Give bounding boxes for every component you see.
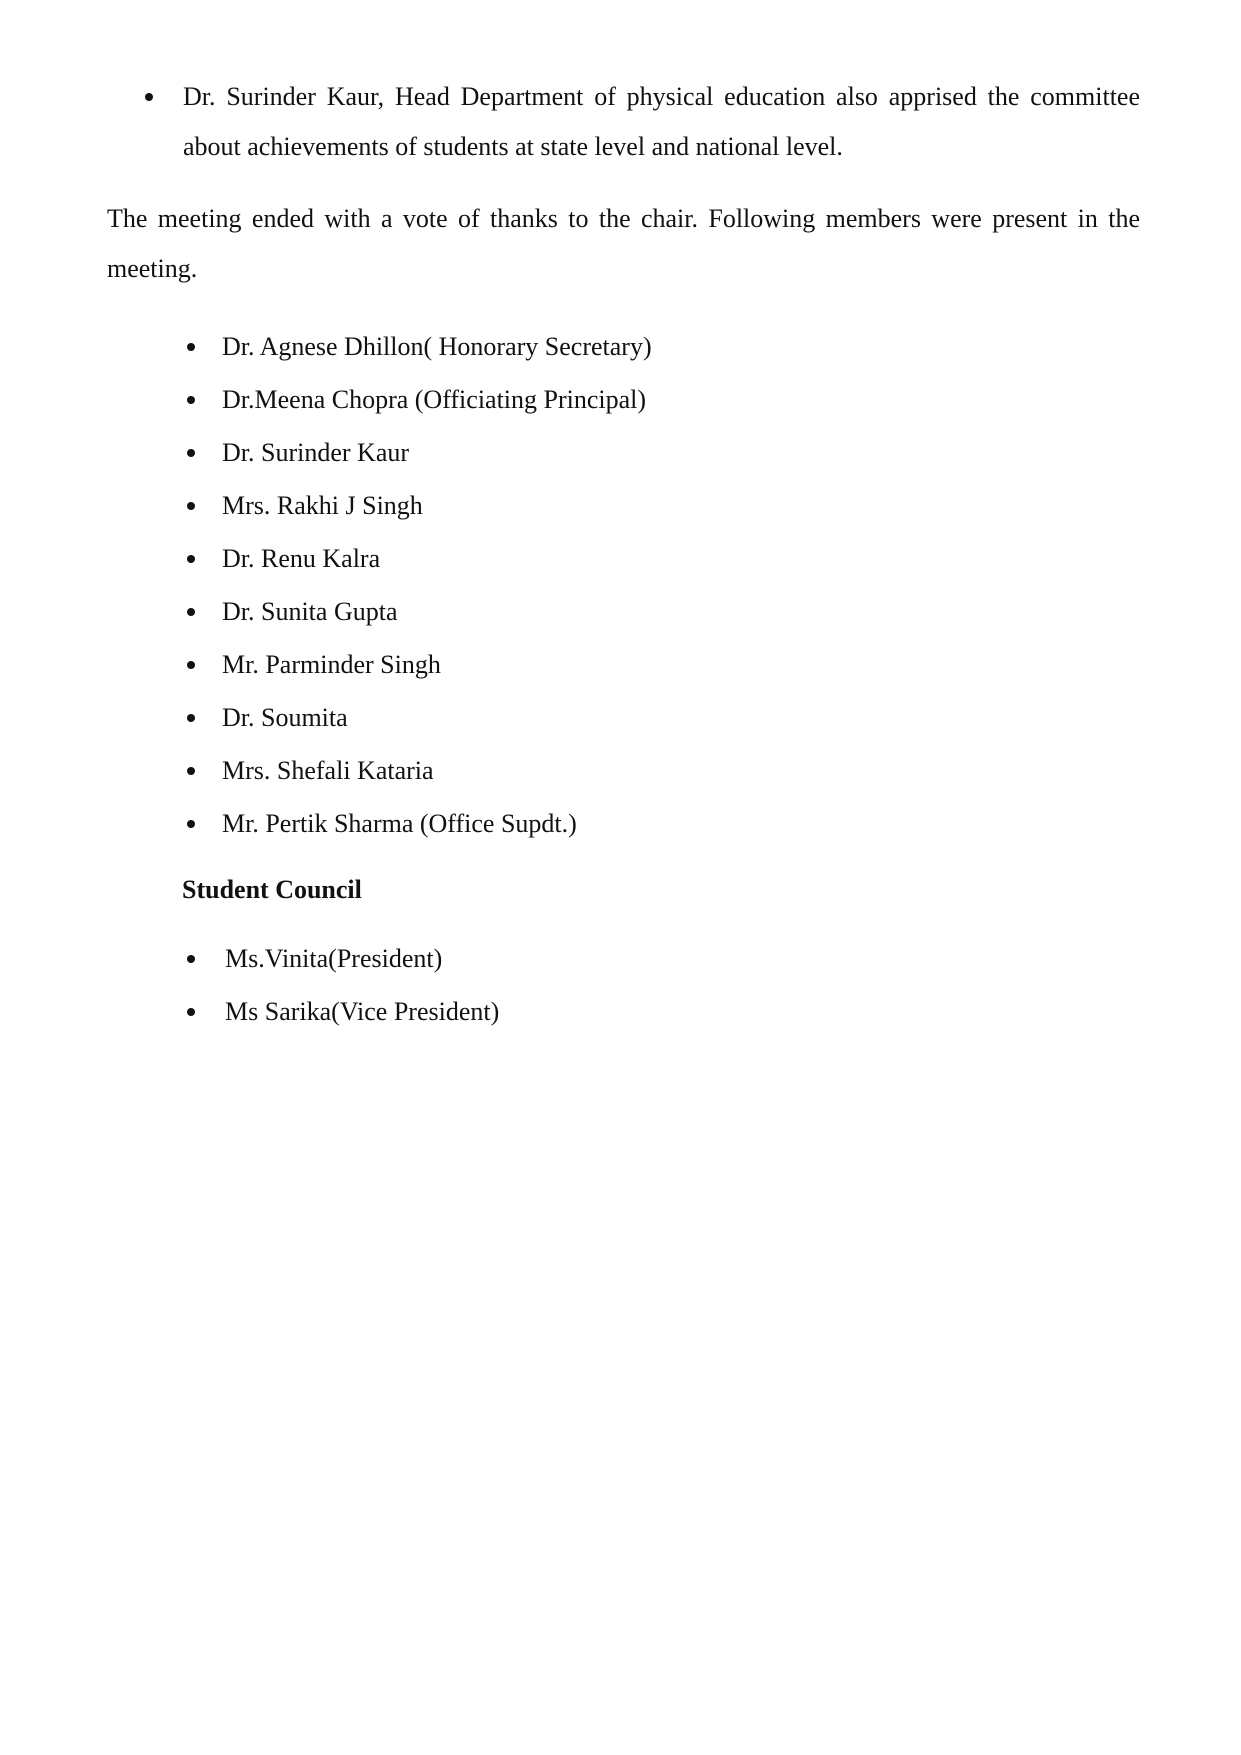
- council-member-name: Ms.Vinita(President): [225, 944, 443, 973]
- member-name: Mr. Pertik Sharma (Office Supdt.): [222, 809, 577, 838]
- student-council-heading: Student Council: [182, 875, 362, 904]
- bullet-icon: [187, 608, 195, 616]
- member-name: Dr. Agnese Dhillon( Honorary Secretary): [222, 332, 652, 361]
- achievements-bullet: [140, 72, 1140, 172]
- list-item: [180, 932, 499, 985]
- bullet-icon: [187, 820, 195, 828]
- list-item: [180, 691, 652, 744]
- member-name: Mr. Parminder Singh: [222, 650, 441, 679]
- list-item: [180, 373, 652, 426]
- student-council-list: [180, 932, 499, 1038]
- member-name: Mrs. Rakhi J Singh: [222, 491, 423, 520]
- list-item: [180, 797, 652, 850]
- member-name: Dr. Sunita Gupta: [222, 597, 398, 626]
- bullet-icon: [187, 955, 195, 963]
- bullet-icon: [187, 396, 195, 404]
- bullet-icon: [187, 343, 195, 351]
- bullet-icon: [187, 767, 195, 775]
- list-item: [180, 320, 652, 373]
- member-name: Dr. Surinder Kaur: [222, 438, 410, 467]
- bullet-icon: [187, 502, 195, 510]
- bullet-icon: [187, 555, 195, 563]
- bullet-icon: [145, 93, 153, 101]
- list-item: [180, 744, 652, 797]
- bullet-icon: [187, 1008, 195, 1016]
- member-name: Dr. Renu Kalra: [222, 544, 381, 573]
- bullet-icon: [187, 449, 195, 457]
- list-item: [180, 638, 652, 691]
- list-item: [180, 479, 652, 532]
- bullet-icon: [187, 714, 195, 722]
- achievements-text: Dr. Surinder Kaur, Head Department of physical education also apprised the committee about achievements of students at state level and national level.: [183, 82, 1140, 161]
- member-name: Dr. Soumita: [222, 703, 348, 732]
- council-member-name: Ms Sarika(Vice President): [225, 997, 500, 1026]
- list-item: [180, 985, 499, 1038]
- closing-paragraph: The meeting ended with a vote of thanks to the chair. Following members were present in the meeting.: [107, 204, 1140, 283]
- member-name: Dr.Meena Chopra (Officiating Principal): [222, 385, 647, 414]
- list-item: [180, 585, 652, 638]
- bullet-icon: [187, 661, 195, 669]
- member-name: Mrs. Shefali Kataria: [222, 756, 434, 785]
- members-present-list: [180, 320, 652, 850]
- list-item: [180, 426, 652, 479]
- list-item: [180, 532, 652, 585]
